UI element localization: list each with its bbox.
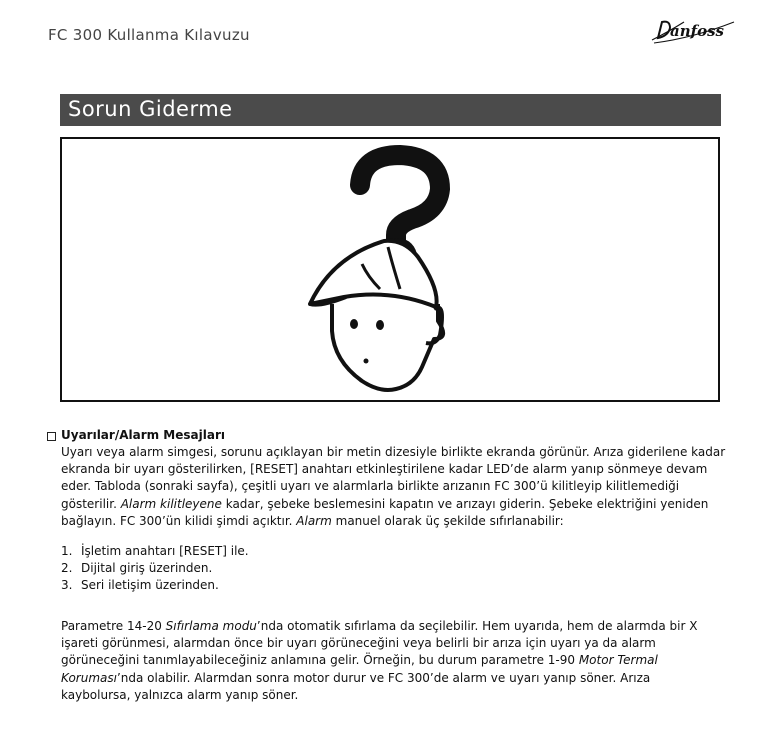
list-item: 1. İşletim anahtarı [RESET] ile. xyxy=(61,544,249,558)
list-item: 2. Dijital giriş üzerinden. xyxy=(61,561,213,575)
section-title: Sorun Giderme xyxy=(68,97,233,121)
question-mark-head-illustration xyxy=(62,139,718,400)
section-header-bar xyxy=(60,94,721,126)
reset-methods-list xyxy=(61,543,249,594)
subsection-title: Uyarılar/Alarm Mesajları xyxy=(61,428,225,442)
document-title: FC 300 Kullanma Kılavuzu xyxy=(48,26,250,44)
checkbox-bullet xyxy=(47,432,56,441)
alarm-intro-paragraph: Uyarı veya alarm simgesi, sorunu açıklayan bir metin dizesiyle birlikte ekranda görünür. Arıza giderilene kadar ekranda bir uyarı gösterilirken, [RESET] anahtarı etkinleştirilene kadar LED’de alarm yanıp sönmeye devam eder. Tabloda (sonraki sayfa), çeşitli uyarı ve alarmlarla birlikte arızanın FC 300’ü kilitleyip kilitlemediği gösterilir. Alarm kilitleyene kadar, şebeke beslemesini kapatın ve arızayı giderin. Şebeke elektriğini yeniden bağlayın. FC 300’ün kilidi şimdi açıktır. Alarm manuel olarak üç şekilde sıfırlanabilir: xyxy=(61,445,726,528)
danfoss-logo xyxy=(648,10,738,50)
list-item: 3. Seri iletişim üzerinden. xyxy=(61,578,219,592)
auto-reset-paragraph: Parametre 14-20 Sıfırlama modu’nda otomatik sıfırlama da seçilebilir. Hem uyarıda, hem de alarmda bir X işareti görünmesi, alarmdan önce bir uyarı görüneceğini veya belirli bir arıza için uyarı ya da alarm görüneceğini tanımlayabileceğiniz anlamına gelir. Örneğin, bu durum parametre 1-90 Motor Termal Koruması’nda olabilir. Alarmdan sonra motor durur ve FC 300’de alarm ve uyarı yanıp söner. Arıza kaybolursa, yalnızca alarm yanıp söner. xyxy=(61,619,698,702)
svg-text:anfoss: anfoss xyxy=(670,22,724,40)
troubleshooting-figure xyxy=(60,137,720,402)
